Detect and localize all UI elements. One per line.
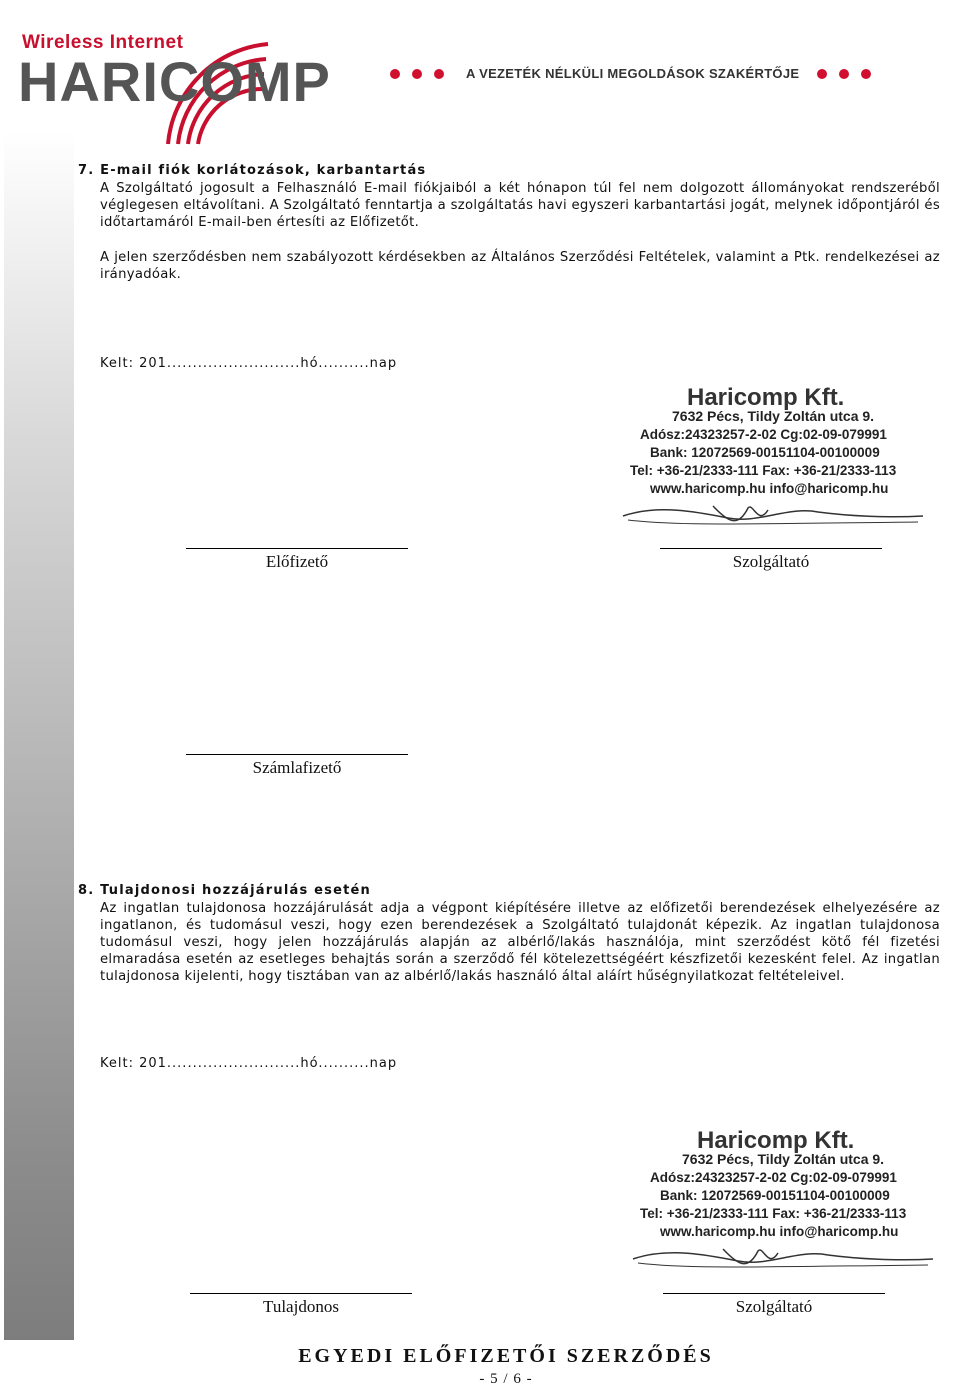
company-stamp-2 (640, 1127, 940, 1277)
signature-line-owner (190, 1293, 412, 1294)
signature-scribble (628, 1245, 938, 1275)
stamp-web: www.haricomp.hu info@haricomp.hu (660, 1224, 899, 1239)
label-subscriber: Előfizető (265, 552, 329, 571)
dot-icon (817, 69, 827, 79)
stamp-company: Haricomp Kft. (687, 384, 845, 411)
stamp-web: www.haricomp.hu info@haricomp.hu (650, 481, 889, 496)
dot-icon (390, 69, 400, 79)
logo-haricomp: HARICOMP (18, 50, 331, 113)
footer-document-title: EGYEDI ELŐFIZETŐI SZERZŐDÉS (298, 1345, 714, 1367)
footer-page-number: - 5 / 6 - (479, 1371, 533, 1387)
label-owner: Tulajdonos (263, 1297, 339, 1316)
signature-scribble (618, 502, 928, 532)
section7-paragraph1: A Szolgáltató jogosult a Felhasználó E-mail fiókjaiból a két hónapon túl fel nem dolgozott állományokat rendszeréből véglegesen eltávolítani. A Szolgáltató fenntartja a szolgáltatás havi egyszeri karbantartási jogát, melynek időpontjáról és időtartamáról E-mail-ben értesíti az Előfizetőt. (100, 181, 940, 230)
stamp-company: Haricomp Kft. (697, 1127, 855, 1154)
section7-paragraph2: A jelen szerződésben nem szabályozott kérdésekben az Általános Szerződési Feltételek, valamint a Ptk. rendelkezései az irányadóak. (100, 250, 940, 282)
signature-line-provider (660, 548, 882, 549)
haricomp-logo (18, 28, 331, 148)
label-provider-2: Szolgáltató (735, 1297, 813, 1316)
label-provider: Szolgáltató (732, 552, 810, 571)
label-payer: Számlafizető (252, 758, 342, 777)
logo-wireless-internet: Wireless Internet (22, 32, 184, 53)
dot-icon (861, 69, 871, 79)
dot-icon (434, 69, 444, 79)
signature-line-subscriber (186, 548, 408, 549)
section7-heading: 7. E-mail fiók korlátozások, karbantartás (78, 163, 427, 178)
stamp-tax: Adósz:24323257-2-02 Cg:02-09-079991 (640, 427, 887, 442)
date-line-1: Kelt: 201..........................hó..........nap (100, 356, 398, 371)
stamp-address: 7632 Pécs, Tildy Zoltán utca 9. (672, 408, 875, 424)
stamp-phone: Tel: +36-21/2333-111 Fax: +36-21/2333-113 (630, 463, 897, 478)
dot-icon (839, 69, 849, 79)
signature-line-provider-2 (663, 1293, 885, 1294)
stamp-address: 7632 Pécs, Tildy Zoltán utca 9. (682, 1151, 885, 1167)
section8-heading: 8. Tulajdonosi hozzájárulás esetén (78, 883, 371, 898)
tagline-text: A VEZETÉK NÉLKÜLI MEGOLDÁSOK SZAKÉRTŐJE (466, 66, 800, 81)
decorative-sidebar (4, 130, 74, 1340)
stamp-bank: Bank: 12072569-00151104-00100009 (660, 1188, 890, 1203)
date-line-2: Kelt: 201..........................hó..........nap (100, 1056, 398, 1071)
stamp-tax: Adósz:24323257-2-02 Cg:02-09-079991 (650, 1170, 897, 1185)
section8-paragraph: Az ingatlan tulajdonosa hozzájárulását adja a végpont kiépítésére illetve az előfizetői berendezések elhelyezésére az ingatlanon, és tudomásul veszi, hogy ezen berendezések a Szolgáltató tulajdonát képezik. Az ingatlan tulajdonosa tudomásul veszi, hogy jelen hozzájárulás alapján az albérlő/lakás használója, mint szerződést kötő fél fizetési elmaradása esetén az esetleges behajtás során a szerződő fél kötelezettségéért készfizetői kezesként felel. Az ingatlan tulajdonosa kijelenti, hogy tisztában van az albérlő/lakás használó által aláírt hűségnyilatkozat feltételeivel. (100, 901, 940, 984)
dot-icon (412, 69, 422, 79)
stamp-phone: Tel: +36-21/2333-111 Fax: +36-21/2333-113 (640, 1206, 907, 1221)
company-stamp-1 (630, 384, 930, 534)
header-tagline (390, 63, 910, 87)
stamp-bank: Bank: 12072569-00151104-00100009 (650, 445, 880, 460)
signature-line-payer (186, 754, 408, 755)
